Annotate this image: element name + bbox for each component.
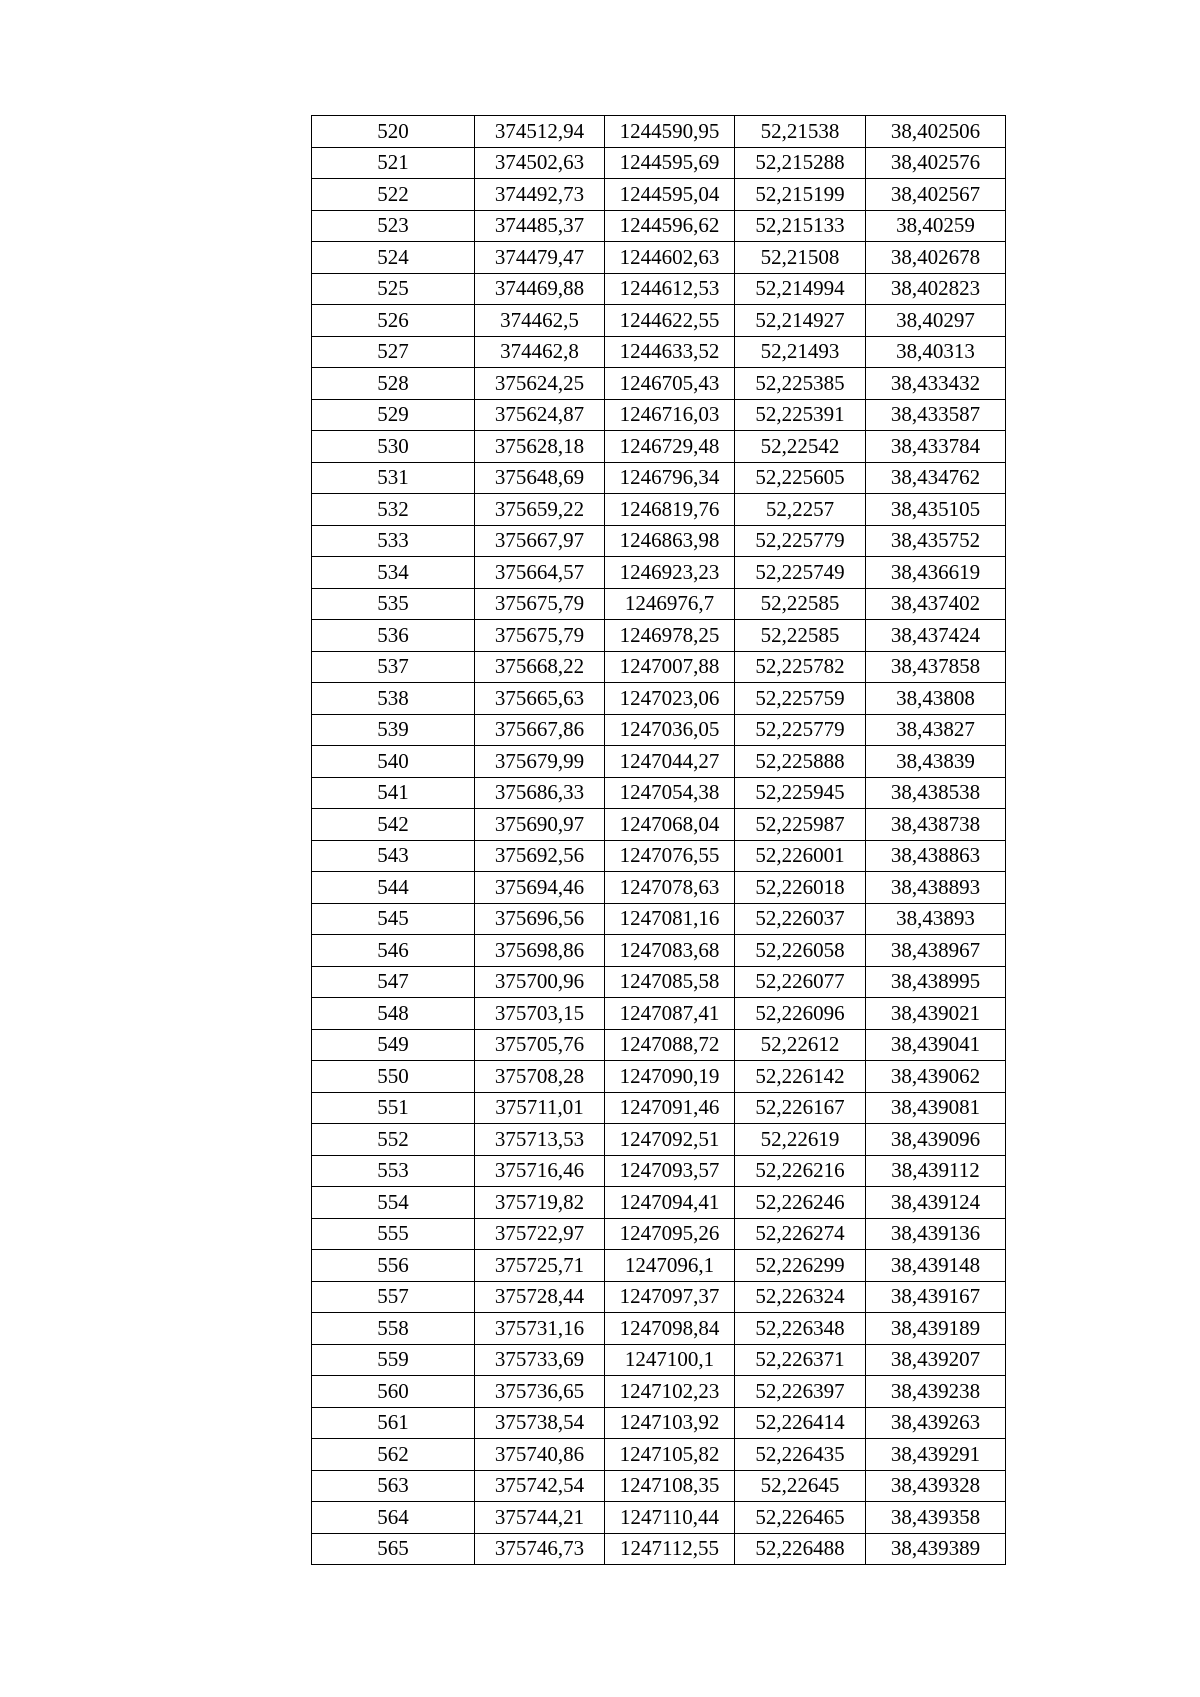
point-number-cell: 523 bbox=[312, 210, 475, 242]
y-coordinate-cell: 1244595,69 bbox=[605, 147, 735, 179]
point-number-cell: 543 bbox=[312, 840, 475, 872]
x-coordinate-cell: 375744,21 bbox=[475, 1502, 605, 1534]
y-coordinate-cell: 1247102,23 bbox=[605, 1376, 735, 1408]
latitude-cell: 52,226397 bbox=[735, 1376, 866, 1408]
x-coordinate-cell: 374469,88 bbox=[475, 273, 605, 305]
latitude-cell: 52,215133 bbox=[735, 210, 866, 242]
longitude-cell: 38,439081 bbox=[866, 1092, 1006, 1124]
longitude-cell: 38,439358 bbox=[866, 1502, 1006, 1534]
longitude-cell: 38,438538 bbox=[866, 777, 1006, 809]
point-number-cell: 555 bbox=[312, 1218, 475, 1250]
longitude-cell: 38,402678 bbox=[866, 242, 1006, 274]
point-number-cell: 557 bbox=[312, 1281, 475, 1313]
point-number-cell: 546 bbox=[312, 935, 475, 967]
table-row bbox=[312, 651, 1006, 683]
latitude-cell: 52,225385 bbox=[735, 368, 866, 400]
table-row bbox=[312, 1313, 1006, 1345]
table-row bbox=[312, 210, 1006, 242]
y-coordinate-cell: 1247094,41 bbox=[605, 1187, 735, 1219]
table-row bbox=[312, 179, 1006, 211]
longitude-cell: 38,439389 bbox=[866, 1533, 1006, 1565]
y-coordinate-cell: 1246796,34 bbox=[605, 462, 735, 494]
latitude-cell: 52,226096 bbox=[735, 998, 866, 1030]
latitude-cell: 52,226037 bbox=[735, 903, 866, 935]
latitude-cell: 52,226001 bbox=[735, 840, 866, 872]
y-coordinate-cell: 1247093,57 bbox=[605, 1155, 735, 1187]
x-coordinate-cell: 375668,22 bbox=[475, 651, 605, 683]
x-coordinate-cell: 375700,96 bbox=[475, 966, 605, 998]
table-row bbox=[312, 273, 1006, 305]
x-coordinate-cell: 375698,86 bbox=[475, 935, 605, 967]
latitude-cell: 52,226348 bbox=[735, 1313, 866, 1345]
y-coordinate-cell: 1246819,76 bbox=[605, 494, 735, 526]
x-coordinate-cell: 375711,01 bbox=[475, 1092, 605, 1124]
point-number-cell: 547 bbox=[312, 966, 475, 998]
y-coordinate-cell: 1247088,72 bbox=[605, 1029, 735, 1061]
x-coordinate-cell: 375731,16 bbox=[475, 1313, 605, 1345]
longitude-cell: 38,43893 bbox=[866, 903, 1006, 935]
y-coordinate-cell: 1246923,23 bbox=[605, 557, 735, 589]
latitude-cell: 52,226167 bbox=[735, 1092, 866, 1124]
table-row bbox=[312, 809, 1006, 841]
point-number-cell: 554 bbox=[312, 1187, 475, 1219]
table-row bbox=[312, 935, 1006, 967]
longitude-cell: 38,402567 bbox=[866, 179, 1006, 211]
x-coordinate-cell: 374462,8 bbox=[475, 336, 605, 368]
latitude-cell: 52,2257 bbox=[735, 494, 866, 526]
latitude-cell: 52,226435 bbox=[735, 1439, 866, 1471]
longitude-cell: 38,433432 bbox=[866, 368, 1006, 400]
table-row bbox=[312, 840, 1006, 872]
point-number-cell: 563 bbox=[312, 1470, 475, 1502]
y-coordinate-cell: 1246716,03 bbox=[605, 399, 735, 431]
latitude-cell: 52,226324 bbox=[735, 1281, 866, 1313]
coordinates-table-body bbox=[312, 116, 1006, 1565]
latitude-cell: 52,225779 bbox=[735, 714, 866, 746]
y-coordinate-cell: 1247112,55 bbox=[605, 1533, 735, 1565]
table-row bbox=[312, 966, 1006, 998]
x-coordinate-cell: 375679,99 bbox=[475, 746, 605, 778]
table-row bbox=[312, 368, 1006, 400]
longitude-cell: 38,439238 bbox=[866, 1376, 1006, 1408]
x-coordinate-cell: 375725,71 bbox=[475, 1250, 605, 1282]
latitude-cell: 52,225888 bbox=[735, 746, 866, 778]
y-coordinate-cell: 1247100,1 bbox=[605, 1344, 735, 1376]
latitude-cell: 52,226274 bbox=[735, 1218, 866, 1250]
x-coordinate-cell: 375703,15 bbox=[475, 998, 605, 1030]
point-number-cell: 548 bbox=[312, 998, 475, 1030]
point-number-cell: 556 bbox=[312, 1250, 475, 1282]
x-coordinate-cell: 374512,94 bbox=[475, 116, 605, 148]
y-coordinate-cell: 1244595,04 bbox=[605, 179, 735, 211]
latitude-cell: 52,214927 bbox=[735, 305, 866, 337]
point-number-cell: 558 bbox=[312, 1313, 475, 1345]
longitude-cell: 38,40297 bbox=[866, 305, 1006, 337]
table-row bbox=[312, 1250, 1006, 1282]
y-coordinate-cell: 1247108,35 bbox=[605, 1470, 735, 1502]
x-coordinate-cell: 375705,76 bbox=[475, 1029, 605, 1061]
point-number-cell: 549 bbox=[312, 1029, 475, 1061]
table-row bbox=[312, 494, 1006, 526]
latitude-cell: 52,22612 bbox=[735, 1029, 866, 1061]
point-number-cell: 530 bbox=[312, 431, 475, 463]
table-row bbox=[312, 1502, 1006, 1534]
x-coordinate-cell: 375675,79 bbox=[475, 588, 605, 620]
latitude-cell: 52,22542 bbox=[735, 431, 866, 463]
longitude-cell: 38,43827 bbox=[866, 714, 1006, 746]
y-coordinate-cell: 1247078,63 bbox=[605, 872, 735, 904]
latitude-cell: 52,226142 bbox=[735, 1061, 866, 1093]
y-coordinate-cell: 1244602,63 bbox=[605, 242, 735, 274]
y-coordinate-cell: 1244596,62 bbox=[605, 210, 735, 242]
point-number-cell: 532 bbox=[312, 494, 475, 526]
point-number-cell: 520 bbox=[312, 116, 475, 148]
longitude-cell: 38,438967 bbox=[866, 935, 1006, 967]
point-number-cell: 536 bbox=[312, 620, 475, 652]
x-coordinate-cell: 375664,57 bbox=[475, 557, 605, 589]
latitude-cell: 52,21508 bbox=[735, 242, 866, 274]
x-coordinate-cell: 375667,97 bbox=[475, 525, 605, 557]
point-number-cell: 564 bbox=[312, 1502, 475, 1534]
x-coordinate-cell: 375716,46 bbox=[475, 1155, 605, 1187]
x-coordinate-cell: 375665,63 bbox=[475, 683, 605, 715]
y-coordinate-cell: 1247036,05 bbox=[605, 714, 735, 746]
y-coordinate-cell: 1244622,55 bbox=[605, 305, 735, 337]
x-coordinate-cell: 375659,22 bbox=[475, 494, 605, 526]
x-coordinate-cell: 375624,87 bbox=[475, 399, 605, 431]
point-number-cell: 544 bbox=[312, 872, 475, 904]
longitude-cell: 38,40259 bbox=[866, 210, 1006, 242]
latitude-cell: 52,225779 bbox=[735, 525, 866, 557]
y-coordinate-cell: 1247068,04 bbox=[605, 809, 735, 841]
latitude-cell: 52,215288 bbox=[735, 147, 866, 179]
table-row bbox=[312, 1029, 1006, 1061]
table-row bbox=[312, 998, 1006, 1030]
point-number-cell: 538 bbox=[312, 683, 475, 715]
y-coordinate-cell: 1247076,55 bbox=[605, 840, 735, 872]
latitude-cell: 52,225945 bbox=[735, 777, 866, 809]
table-row bbox=[312, 1187, 1006, 1219]
longitude-cell: 38,433587 bbox=[866, 399, 1006, 431]
table-row bbox=[312, 116, 1006, 148]
latitude-cell: 52,226465 bbox=[735, 1502, 866, 1534]
point-number-cell: 542 bbox=[312, 809, 475, 841]
y-coordinate-cell: 1247090,19 bbox=[605, 1061, 735, 1093]
table-row bbox=[312, 431, 1006, 463]
latitude-cell: 52,226299 bbox=[735, 1250, 866, 1282]
x-coordinate-cell: 375708,28 bbox=[475, 1061, 605, 1093]
latitude-cell: 52,226371 bbox=[735, 1344, 866, 1376]
point-number-cell: 539 bbox=[312, 714, 475, 746]
table-row bbox=[312, 872, 1006, 904]
y-coordinate-cell: 1246978,25 bbox=[605, 620, 735, 652]
longitude-cell: 38,40313 bbox=[866, 336, 1006, 368]
point-number-cell: 533 bbox=[312, 525, 475, 557]
table-row bbox=[312, 777, 1006, 809]
y-coordinate-cell: 1244633,52 bbox=[605, 336, 735, 368]
latitude-cell: 52,214994 bbox=[735, 273, 866, 305]
point-number-cell: 537 bbox=[312, 651, 475, 683]
table-row bbox=[312, 1281, 1006, 1313]
longitude-cell: 38,439062 bbox=[866, 1061, 1006, 1093]
table-row bbox=[312, 683, 1006, 715]
y-coordinate-cell: 1247087,41 bbox=[605, 998, 735, 1030]
x-coordinate-cell: 374485,37 bbox=[475, 210, 605, 242]
latitude-cell: 52,225605 bbox=[735, 462, 866, 494]
longitude-cell: 38,439041 bbox=[866, 1029, 1006, 1061]
latitude-cell: 52,226216 bbox=[735, 1155, 866, 1187]
x-coordinate-cell: 375694,46 bbox=[475, 872, 605, 904]
latitude-cell: 52,21538 bbox=[735, 116, 866, 148]
x-coordinate-cell: 375690,97 bbox=[475, 809, 605, 841]
point-number-cell: 545 bbox=[312, 903, 475, 935]
latitude-cell: 52,226414 bbox=[735, 1407, 866, 1439]
x-coordinate-cell: 375722,97 bbox=[475, 1218, 605, 1250]
longitude-cell: 38,438863 bbox=[866, 840, 1006, 872]
table-row bbox=[312, 1155, 1006, 1187]
table-row bbox=[312, 1124, 1006, 1156]
y-coordinate-cell: 1247091,46 bbox=[605, 1092, 735, 1124]
longitude-cell: 38,439148 bbox=[866, 1250, 1006, 1282]
table-row bbox=[312, 399, 1006, 431]
point-number-cell: 540 bbox=[312, 746, 475, 778]
longitude-cell: 38,435752 bbox=[866, 525, 1006, 557]
point-number-cell: 560 bbox=[312, 1376, 475, 1408]
longitude-cell: 38,439328 bbox=[866, 1470, 1006, 1502]
table-row bbox=[312, 336, 1006, 368]
x-coordinate-cell: 375624,25 bbox=[475, 368, 605, 400]
y-coordinate-cell: 1247085,58 bbox=[605, 966, 735, 998]
point-number-cell: 526 bbox=[312, 305, 475, 337]
longitude-cell: 38,402576 bbox=[866, 147, 1006, 179]
point-number-cell: 524 bbox=[312, 242, 475, 274]
longitude-cell: 38,435105 bbox=[866, 494, 1006, 526]
point-number-cell: 550 bbox=[312, 1061, 475, 1093]
latitude-cell: 52,225391 bbox=[735, 399, 866, 431]
table-row bbox=[312, 903, 1006, 935]
x-coordinate-cell: 375719,82 bbox=[475, 1187, 605, 1219]
longitude-cell: 38,439112 bbox=[866, 1155, 1006, 1187]
latitude-cell: 52,22585 bbox=[735, 588, 866, 620]
x-coordinate-cell: 375740,86 bbox=[475, 1439, 605, 1471]
longitude-cell: 38,434762 bbox=[866, 462, 1006, 494]
longitude-cell: 38,439263 bbox=[866, 1407, 1006, 1439]
longitude-cell: 38,433784 bbox=[866, 431, 1006, 463]
latitude-cell: 52,22585 bbox=[735, 620, 866, 652]
longitude-cell: 38,402506 bbox=[866, 116, 1006, 148]
point-number-cell: 562 bbox=[312, 1439, 475, 1471]
longitude-cell: 38,439167 bbox=[866, 1281, 1006, 1313]
table-row bbox=[312, 1533, 1006, 1565]
y-coordinate-cell: 1247103,92 bbox=[605, 1407, 735, 1439]
x-coordinate-cell: 374492,73 bbox=[475, 179, 605, 211]
longitude-cell: 38,439124 bbox=[866, 1187, 1006, 1219]
table-row bbox=[312, 1061, 1006, 1093]
y-coordinate-cell: 1247097,37 bbox=[605, 1281, 735, 1313]
point-number-cell: 561 bbox=[312, 1407, 475, 1439]
longitude-cell: 38,437402 bbox=[866, 588, 1006, 620]
point-number-cell: 521 bbox=[312, 147, 475, 179]
longitude-cell: 38,439136 bbox=[866, 1218, 1006, 1250]
point-number-cell: 553 bbox=[312, 1155, 475, 1187]
longitude-cell: 38,439189 bbox=[866, 1313, 1006, 1345]
point-number-cell: 565 bbox=[312, 1533, 475, 1565]
longitude-cell: 38,436619 bbox=[866, 557, 1006, 589]
x-coordinate-cell: 375728,44 bbox=[475, 1281, 605, 1313]
x-coordinate-cell: 375648,69 bbox=[475, 462, 605, 494]
table-row bbox=[312, 305, 1006, 337]
x-coordinate-cell: 375628,18 bbox=[475, 431, 605, 463]
y-coordinate-cell: 1247096,1 bbox=[605, 1250, 735, 1282]
latitude-cell: 52,225987 bbox=[735, 809, 866, 841]
x-coordinate-cell: 375713,53 bbox=[475, 1124, 605, 1156]
table-row bbox=[312, 620, 1006, 652]
latitude-cell: 52,22645 bbox=[735, 1470, 866, 1502]
x-coordinate-cell: 375667,86 bbox=[475, 714, 605, 746]
point-number-cell: 531 bbox=[312, 462, 475, 494]
table-row bbox=[312, 557, 1006, 589]
latitude-cell: 52,21493 bbox=[735, 336, 866, 368]
longitude-cell: 38,438893 bbox=[866, 872, 1006, 904]
x-coordinate-cell: 375686,33 bbox=[475, 777, 605, 809]
longitude-cell: 38,439096 bbox=[866, 1124, 1006, 1156]
table-row bbox=[312, 588, 1006, 620]
table-row bbox=[312, 242, 1006, 274]
point-number-cell: 535 bbox=[312, 588, 475, 620]
table-row bbox=[312, 714, 1006, 746]
y-coordinate-cell: 1246863,98 bbox=[605, 525, 735, 557]
y-coordinate-cell: 1247083,68 bbox=[605, 935, 735, 967]
y-coordinate-cell: 1247023,06 bbox=[605, 683, 735, 715]
point-number-cell: 528 bbox=[312, 368, 475, 400]
table-row bbox=[312, 1407, 1006, 1439]
x-coordinate-cell: 375692,56 bbox=[475, 840, 605, 872]
x-coordinate-cell: 374479,47 bbox=[475, 242, 605, 274]
y-coordinate-cell: 1247007,88 bbox=[605, 651, 735, 683]
y-coordinate-cell: 1247110,44 bbox=[605, 1502, 735, 1534]
table-row bbox=[312, 462, 1006, 494]
point-number-cell: 529 bbox=[312, 399, 475, 431]
longitude-cell: 38,402823 bbox=[866, 273, 1006, 305]
table-row bbox=[312, 525, 1006, 557]
x-coordinate-cell: 375675,79 bbox=[475, 620, 605, 652]
point-number-cell: 552 bbox=[312, 1124, 475, 1156]
latitude-cell: 52,226077 bbox=[735, 966, 866, 998]
table-row bbox=[312, 147, 1006, 179]
longitude-cell: 38,43808 bbox=[866, 683, 1006, 715]
longitude-cell: 38,437424 bbox=[866, 620, 1006, 652]
table-row bbox=[312, 1344, 1006, 1376]
table-row bbox=[312, 1439, 1006, 1471]
latitude-cell: 52,225782 bbox=[735, 651, 866, 683]
latitude-cell: 52,225749 bbox=[735, 557, 866, 589]
longitude-cell: 38,439207 bbox=[866, 1344, 1006, 1376]
longitude-cell: 38,439021 bbox=[866, 998, 1006, 1030]
y-coordinate-cell: 1247092,51 bbox=[605, 1124, 735, 1156]
y-coordinate-cell: 1247044,27 bbox=[605, 746, 735, 778]
latitude-cell: 52,225759 bbox=[735, 683, 866, 715]
point-number-cell: 541 bbox=[312, 777, 475, 809]
longitude-cell: 38,438738 bbox=[866, 809, 1006, 841]
latitude-cell: 52,215199 bbox=[735, 179, 866, 211]
coordinates-table bbox=[311, 115, 1006, 1565]
point-number-cell: 527 bbox=[312, 336, 475, 368]
longitude-cell: 38,43839 bbox=[866, 746, 1006, 778]
x-coordinate-cell: 374462,5 bbox=[475, 305, 605, 337]
point-number-cell: 551 bbox=[312, 1092, 475, 1124]
x-coordinate-cell: 375746,73 bbox=[475, 1533, 605, 1565]
table-row bbox=[312, 1218, 1006, 1250]
x-coordinate-cell: 375742,54 bbox=[475, 1470, 605, 1502]
latitude-cell: 52,226246 bbox=[735, 1187, 866, 1219]
x-coordinate-cell: 375738,54 bbox=[475, 1407, 605, 1439]
longitude-cell: 38,438995 bbox=[866, 966, 1006, 998]
longitude-cell: 38,439291 bbox=[866, 1439, 1006, 1471]
y-coordinate-cell: 1247098,84 bbox=[605, 1313, 735, 1345]
longitude-cell: 38,437858 bbox=[866, 651, 1006, 683]
y-coordinate-cell: 1244590,95 bbox=[605, 116, 735, 148]
x-coordinate-cell: 374502,63 bbox=[475, 147, 605, 179]
latitude-cell: 52,226488 bbox=[735, 1533, 866, 1565]
latitude-cell: 52,226018 bbox=[735, 872, 866, 904]
y-coordinate-cell: 1246976,7 bbox=[605, 588, 735, 620]
table-row bbox=[312, 1470, 1006, 1502]
x-coordinate-cell: 375733,69 bbox=[475, 1344, 605, 1376]
table-row bbox=[312, 746, 1006, 778]
point-number-cell: 525 bbox=[312, 273, 475, 305]
y-coordinate-cell: 1247081,16 bbox=[605, 903, 735, 935]
y-coordinate-cell: 1246705,43 bbox=[605, 368, 735, 400]
point-number-cell: 522 bbox=[312, 179, 475, 211]
y-coordinate-cell: 1247054,38 bbox=[605, 777, 735, 809]
y-coordinate-cell: 1246729,48 bbox=[605, 431, 735, 463]
y-coordinate-cell: 1247105,82 bbox=[605, 1439, 735, 1471]
latitude-cell: 52,22619 bbox=[735, 1124, 866, 1156]
x-coordinate-cell: 375696,56 bbox=[475, 903, 605, 935]
x-coordinate-cell: 375736,65 bbox=[475, 1376, 605, 1408]
y-coordinate-cell: 1247095,26 bbox=[605, 1218, 735, 1250]
point-number-cell: 559 bbox=[312, 1344, 475, 1376]
latitude-cell: 52,226058 bbox=[735, 935, 866, 967]
y-coordinate-cell: 1244612,53 bbox=[605, 273, 735, 305]
table-row bbox=[312, 1092, 1006, 1124]
table-row bbox=[312, 1376, 1006, 1408]
point-number-cell: 534 bbox=[312, 557, 475, 589]
